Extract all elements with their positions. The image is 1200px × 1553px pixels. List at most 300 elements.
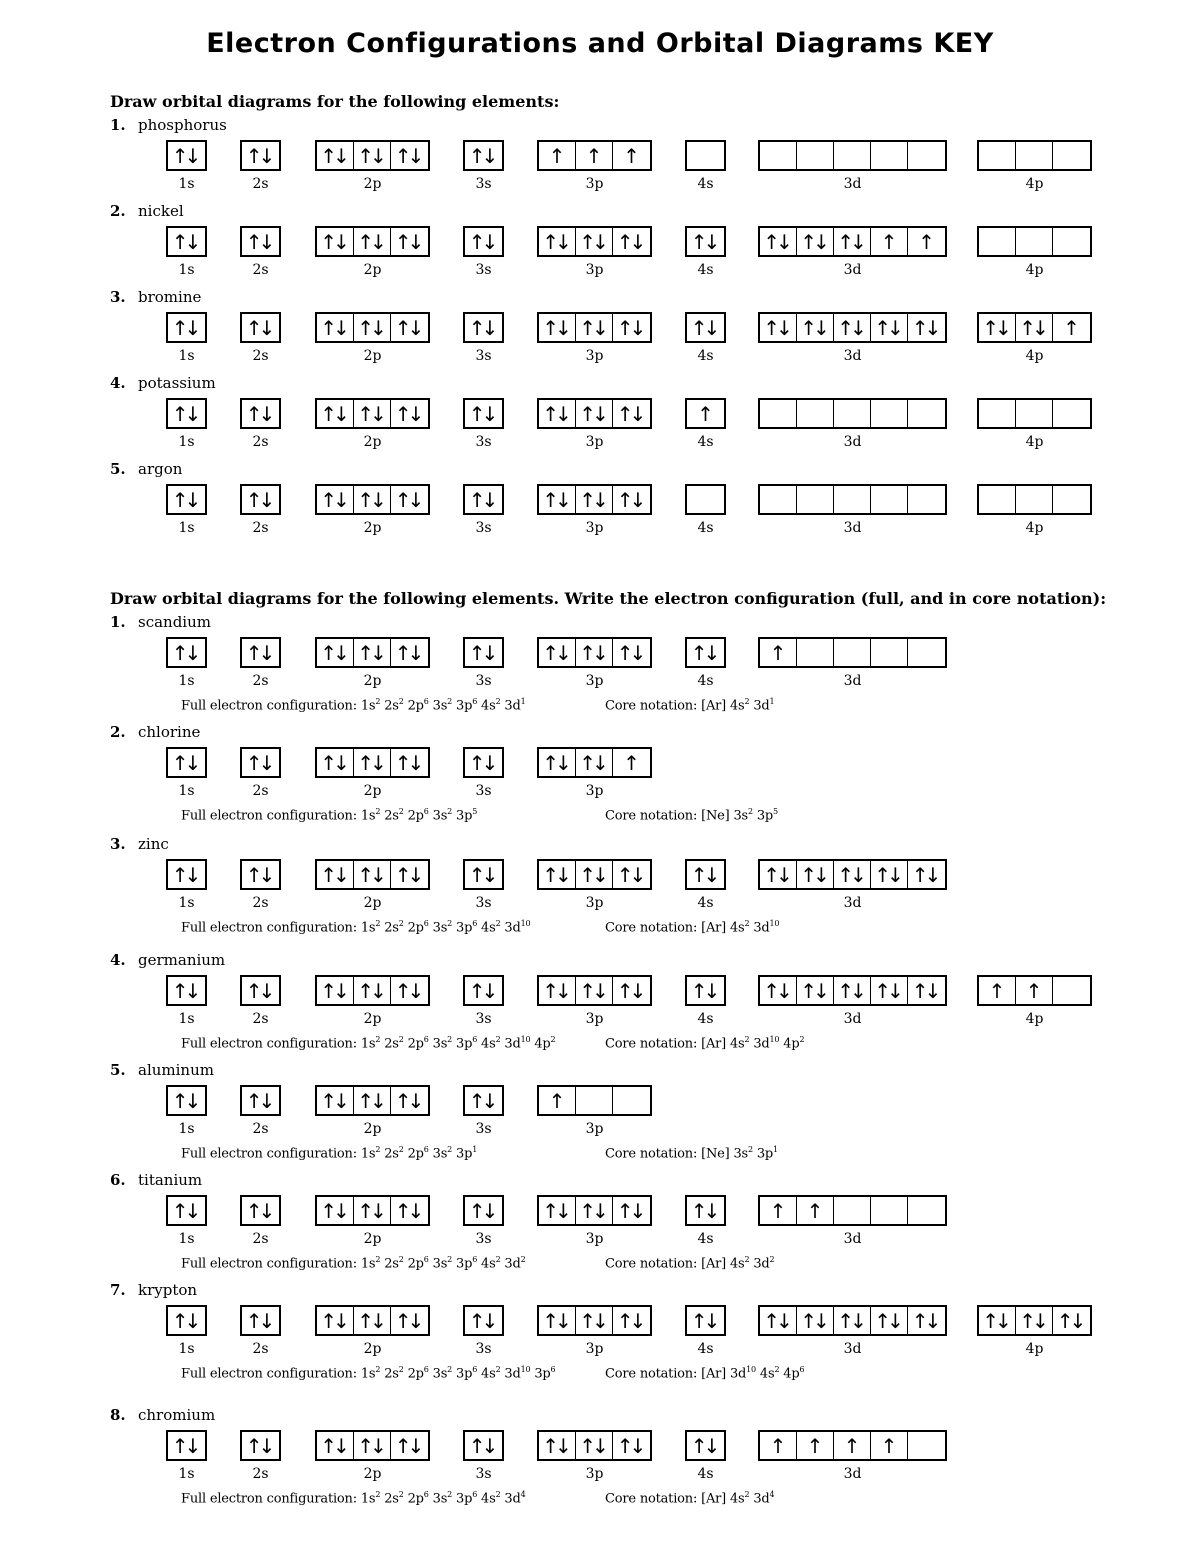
orbital-box-2p	[315, 1305, 430, 1336]
orbital-cell[interactable]: ↑↓	[394, 401, 421, 426]
orbital-cell[interactable]: ↑↓	[576, 228, 613, 255]
orbital-cell[interactable]: ↑↓	[317, 400, 354, 427]
orbital-cell[interactable]: ↑↓	[245, 401, 272, 426]
orbital-cell[interactable]: ↑↓	[979, 314, 1016, 341]
orbital-cell[interactable]: ↑↓	[834, 977, 871, 1004]
full-config-label: Full electron configuration:	[181, 920, 361, 936]
orbital-cell[interactable]: ↑↓	[576, 861, 613, 888]
orbital-cell[interactable]	[1016, 486, 1053, 513]
full-config-label: Full electron configuration:	[181, 1256, 361, 1272]
orbital-cell[interactable]: ↑	[697, 401, 714, 426]
config-term: 3d	[504, 1491, 521, 1507]
orbital-cell[interactable]: ↑↓	[468, 1088, 495, 1113]
orbital-cell[interactable]: ↑↓	[468, 978, 495, 1003]
orbital-box-3d	[758, 140, 947, 171]
orbital-cell[interactable]: ↑↓	[576, 1197, 613, 1224]
config-exponent: 1	[773, 1145, 778, 1154]
config-exponent: 2	[744, 1255, 750, 1264]
orbital-box-3d	[758, 1430, 947, 1461]
orbital-cell[interactable]	[834, 400, 871, 427]
orbital-cell[interactable]: ↑↓	[245, 640, 272, 665]
orbital-cell[interactable]	[979, 486, 1016, 513]
orbital-cell[interactable]: ↑↓	[576, 486, 613, 513]
orbital-cell[interactable]: ↑↓	[468, 1198, 495, 1223]
orbital-cell[interactable]: ↑↓	[760, 314, 797, 341]
orbital-cell[interactable]: ↑↓	[911, 315, 938, 340]
config-exponent: 2	[447, 1365, 453, 1374]
orbital-cell[interactable]: ↑↓	[468, 229, 495, 254]
orbital-cell[interactable]: ↑↓	[468, 401, 495, 426]
orbital-cell[interactable]: ↑↓	[468, 640, 495, 665]
config-term: 2p	[407, 1036, 424, 1052]
orbital-cell[interactable]: ↑↓	[317, 142, 354, 169]
orbital-cell[interactable]: ↑↓	[394, 1308, 421, 1333]
orbital-label: 2p	[363, 1466, 382, 1482]
orbital-box-3p	[537, 637, 652, 668]
config-term: 3p	[756, 1146, 774, 1162]
orbital-cell[interactable]: ↑↓	[394, 229, 421, 254]
orbital-cell[interactable]: ↑↓	[690, 1198, 717, 1223]
orbital-cell[interactable]	[979, 228, 1016, 255]
orbital-cell[interactable]: ↑↓	[317, 1432, 354, 1459]
config-term: 3d	[753, 1256, 770, 1272]
orbital-box-3d	[758, 1195, 947, 1226]
element-name: scandium	[138, 613, 211, 631]
orbital-cell[interactable]: ↑↓	[245, 1198, 272, 1223]
orbital-cell[interactable]: ↑↓	[171, 978, 198, 1003]
orbital-cell[interactable]: ↑↓	[245, 862, 272, 887]
orbital-label: 3p	[585, 434, 604, 450]
orbital-cell[interactable]: ↑↓	[171, 401, 198, 426]
orbital-cell[interactable]: ↑↓	[171, 315, 198, 340]
orbital-cell[interactable]: ↑↓	[354, 861, 391, 888]
orbital-cell[interactable]	[797, 486, 834, 513]
config-exponent: 10	[520, 1035, 531, 1044]
orbital-cell[interactable]: ↑↓	[468, 1308, 495, 1333]
config-term: 2s	[384, 698, 399, 714]
orbital-label: 3d	[843, 520, 862, 536]
orbital-cell[interactable]: ↑↓	[317, 486, 354, 513]
orbital-cell[interactable]: ↑↓	[871, 861, 908, 888]
orbital-cell[interactable]: ↑↓	[539, 1307, 576, 1334]
element-name: krypton	[138, 1281, 198, 1299]
orbital-cell[interactable]: ↑	[1063, 315, 1080, 340]
orbital-cell[interactable]: ↑↓	[871, 1307, 908, 1334]
orbital-cell[interactable]: ↑↓	[616, 1433, 643, 1458]
orbital-cell[interactable]	[1053, 400, 1090, 427]
config-term: 1s	[360, 1256, 376, 1272]
orbital-cell[interactable]: ↑↓	[245, 1088, 272, 1113]
orbital-cell[interactable]: ↑↓	[576, 314, 613, 341]
orbital-cell[interactable]	[908, 486, 945, 513]
orbital-cell[interactable]: ↑↓	[797, 861, 834, 888]
config-exponent: 2	[744, 1035, 750, 1044]
orbital-cell[interactable]: ↑↓	[394, 750, 421, 775]
orbital-cell[interactable]	[1016, 142, 1053, 169]
orbital-cell[interactable]: ↑↓	[690, 640, 717, 665]
orbital-cell[interactable]: ↑↓	[1016, 1307, 1053, 1334]
orbital-cell[interactable]: ↑↓	[616, 229, 643, 254]
config-term: 4s	[481, 1366, 496, 1382]
orbital-cell[interactable]: ↑↓	[539, 1197, 576, 1224]
orbital-cell[interactable]: ↑↓	[468, 315, 495, 340]
orbital-cell[interactable]: ↑↓	[871, 314, 908, 341]
config-term: 2p	[407, 808, 424, 824]
config-exponent: 2	[398, 919, 404, 928]
orbital-cell[interactable]: ↑↓	[690, 1308, 717, 1333]
orbital-label: 1s	[178, 895, 195, 911]
config-exponent: 2	[375, 697, 381, 706]
orbital-cell[interactable]: ↑↓	[911, 1308, 938, 1333]
orbital-cell[interactable]: ↑↓	[394, 978, 421, 1003]
orbital-cell[interactable]: ↑↓	[394, 1433, 421, 1458]
orbital-label: 3p	[585, 262, 604, 278]
core-config	[605, 1490, 774, 1506]
orbital-box-3p	[537, 747, 652, 778]
full-config	[181, 1035, 555, 1051]
orbital-label: 3d	[843, 348, 862, 364]
orbital-cell[interactable]	[908, 142, 945, 169]
orbital-cell[interactable]: ↑↓	[797, 228, 834, 255]
orbital-cell[interactable]: ↑↓	[979, 1307, 1016, 1334]
orbital-cell[interactable]: ↑↓	[576, 749, 613, 776]
config-exponent: 2	[799, 1035, 805, 1044]
config-exponent: 2	[398, 1035, 404, 1044]
orbital-cell[interactable]: ↑↓	[171, 143, 198, 168]
orbital-cell[interactable]: ↑↓	[690, 229, 717, 254]
orbital-cell[interactable]: ↑↓	[576, 1307, 613, 1334]
orbital-cell[interactable]: ↑	[539, 142, 576, 169]
config-exponent: 2	[495, 1035, 501, 1044]
orbital-cell[interactable]: ↑↓	[616, 315, 643, 340]
orbital-cell[interactable]	[760, 400, 797, 427]
orbital-cell[interactable]: ↑↓	[317, 228, 354, 255]
orbital-cell[interactable]: ↑↓	[245, 750, 272, 775]
orbital-cell[interactable]	[687, 486, 724, 513]
orbital-cell[interactable]: ↑↓	[171, 750, 198, 775]
orbital-cell[interactable]: ↑↓	[354, 749, 391, 776]
orbital-label: 2s	[252, 520, 269, 536]
orbital-box-1s	[166, 975, 207, 1006]
orbital-cell[interactable]: ↑↓	[317, 314, 354, 341]
orbital-cell[interactable]	[908, 1197, 945, 1224]
orbital-cell[interactable]: ↑↓	[468, 143, 495, 168]
orbital-cell[interactable]	[871, 142, 908, 169]
orbital-cell[interactable]: ↑	[576, 142, 613, 169]
orbital-cell[interactable]: ↑↓	[354, 228, 391, 255]
orbital-cell[interactable]	[576, 1087, 613, 1114]
orbital-label: 2s	[252, 262, 269, 278]
orbital-cell[interactable]: ↑↓	[354, 1432, 391, 1459]
core-config	[605, 1255, 774, 1271]
orbital-cell[interactable]: ↑↓	[171, 229, 198, 254]
orbital-cell[interactable]: ↑	[623, 750, 640, 775]
orbital-cell[interactable]: ↑↓	[245, 229, 272, 254]
orbital-box-2s	[240, 312, 281, 343]
orbital-cell[interactable]	[797, 400, 834, 427]
orbital-cell[interactable]: ↑↓	[394, 143, 421, 168]
core-config-label: Core notation:	[605, 808, 702, 824]
config-exponent: 10	[520, 1365, 531, 1374]
orbital-box-2s	[240, 398, 281, 429]
orbital-cell[interactable]: ↑↓	[616, 1198, 643, 1223]
orbital-cell[interactable]	[1053, 142, 1090, 169]
orbital-cell[interactable]: ↑↓	[245, 1433, 272, 1458]
orbital-cell[interactable]: ↑↓	[539, 639, 576, 666]
orbital-cell[interactable]: ↑↓	[616, 978, 643, 1003]
orbital-cell[interactable]: ↑↓	[354, 400, 391, 427]
config-exponent: 2	[495, 1490, 501, 1499]
orbital-cell[interactable]: ↑↓	[394, 862, 421, 887]
orbital-cell[interactable]	[1053, 977, 1090, 1004]
orbital-cell[interactable]	[797, 639, 834, 666]
orbital-cell[interactable]: ↑	[760, 639, 797, 666]
orbital-cell[interactable]: ↑↓	[1056, 1308, 1083, 1333]
orbital-label: 3s	[475, 176, 492, 192]
orbital-label: 4s	[697, 348, 714, 364]
config-term: 3p	[456, 1036, 473, 1052]
orbital-cell[interactable]: ↑↓	[317, 749, 354, 776]
orbital-cell[interactable]: ↑↓	[317, 1307, 354, 1334]
item-number: 3.	[110, 835, 126, 853]
orbital-cell[interactable]: ↑↓	[354, 1307, 391, 1334]
orbital-cell[interactable]: ↑↓	[245, 143, 272, 168]
orbital-cell[interactable]: ↑↓	[760, 861, 797, 888]
config-term: [Ar] 3d	[701, 1366, 747, 1382]
config-exponent: 10	[520, 919, 531, 928]
orbital-cell[interactable]: ↑↓	[468, 487, 495, 512]
orbital-label: 1s	[178, 783, 195, 799]
core-config-label: Core notation:	[605, 1491, 702, 1507]
orbital-cell[interactable]: ↑↓	[616, 401, 643, 426]
orbital-cell[interactable]: ↑↓	[245, 1308, 272, 1333]
orbital-box-3d	[758, 637, 947, 668]
orbital-cell[interactable]: ↑↓	[317, 977, 354, 1004]
config-exponent: 4	[520, 1490, 526, 1499]
orbital-cell[interactable]: ↑	[871, 228, 908, 255]
orbital-cell[interactable]: ↑↓	[317, 1087, 354, 1114]
config-term: 2s	[384, 1036, 399, 1052]
orbital-label: 4p	[1025, 348, 1044, 364]
orbital-cell[interactable]: ↑↓	[616, 487, 643, 512]
orbital-cell[interactable]: ↑↓	[834, 314, 871, 341]
orbital-box-4s	[685, 226, 726, 257]
element-name: chromium	[138, 1406, 216, 1424]
orbital-cell[interactable]: ↑↓	[317, 1197, 354, 1224]
orbital-cell[interactable]	[871, 486, 908, 513]
orbital-cell[interactable]: ↑↓	[834, 228, 871, 255]
orbital-cell[interactable]: ↑↓	[468, 750, 495, 775]
orbital-cell[interactable]: ↑↓	[171, 1308, 198, 1333]
orbital-label: 3s	[475, 1466, 492, 1482]
config-term: 2p	[407, 1146, 424, 1162]
orbital-cell[interactable]: ↑↓	[690, 315, 717, 340]
orbital-cell[interactable]	[834, 1197, 871, 1224]
orbital-cell[interactable]: ↑↓	[468, 1433, 495, 1458]
config-exponent: 2	[398, 697, 404, 706]
orbital-cell[interactable]: ↑↓	[539, 314, 576, 341]
orbital-cell[interactable]	[871, 1197, 908, 1224]
orbital-cell[interactable]: ↑↓	[171, 862, 198, 887]
orbital-cell[interactable]: ↑↓	[539, 400, 576, 427]
orbital-cell[interactable]: ↑↓	[1016, 314, 1053, 341]
orbital-cell[interactable]	[1053, 228, 1090, 255]
orbital-cell[interactable]: ↑↓	[834, 1307, 871, 1334]
orbital-cell[interactable]: ↑↓	[539, 977, 576, 1004]
orbital-cell[interactable]: ↑↓	[911, 978, 938, 1003]
orbital-cell[interactable]	[613, 1087, 650, 1114]
orbital-cell[interactable]: ↑↓	[245, 487, 272, 512]
orbital-box-2s	[240, 637, 281, 668]
orbital-cell[interactable]: ↑↓	[690, 1433, 717, 1458]
orbital-cell[interactable]: ↑↓	[760, 228, 797, 255]
item-number: 3.	[110, 288, 126, 306]
orbital-cell[interactable]	[834, 639, 871, 666]
orbital-cell[interactable]	[760, 142, 797, 169]
orbital-cell[interactable]: ↑↓	[576, 1432, 613, 1459]
orbital-label: 1s	[178, 348, 195, 364]
orbital-cell[interactable]: ↑↓	[468, 862, 495, 887]
orbital-label: 4s	[697, 895, 714, 911]
orbital-box-3s	[463, 747, 504, 778]
orbital-box-1s	[166, 398, 207, 429]
orbital-cell[interactable]: ↑↓	[797, 314, 834, 341]
orbital-cell[interactable]	[871, 400, 908, 427]
orbital-cell[interactable]: ↑	[834, 1432, 871, 1459]
orbital-cell[interactable]: ↑↓	[171, 1198, 198, 1223]
orbital-cell[interactable]: ↑↓	[576, 400, 613, 427]
config-term: 1s	[360, 698, 376, 714]
orbital-cell[interactable]: ↑↓	[171, 640, 198, 665]
orbital-label: 3p	[585, 895, 604, 911]
config-term: 2p	[407, 1491, 424, 1507]
orbital-cell[interactable]: ↑↓	[394, 487, 421, 512]
orbital-cell[interactable]: ↑↓	[871, 977, 908, 1004]
orbital-cell[interactable]	[1016, 228, 1053, 255]
orbital-label: 2p	[363, 262, 382, 278]
orbital-box-1s	[166, 312, 207, 343]
orbital-cell[interactable]: ↑↓	[911, 862, 938, 887]
orbital-cell[interactable]: ↑	[539, 1087, 576, 1114]
orbital-cell[interactable]: ↑↓	[354, 486, 391, 513]
orbital-label: 2s	[252, 1231, 269, 1247]
orbital-cell[interactable]	[834, 142, 871, 169]
orbital-cell[interactable]: ↑↓	[394, 1088, 421, 1113]
orbital-cell[interactable]: ↑↓	[539, 1432, 576, 1459]
orbital-cell[interactable]: ↑	[760, 1197, 797, 1224]
orbital-cell[interactable]	[760, 486, 797, 513]
orbital-cell[interactable]: ↑	[918, 229, 935, 254]
element-name: bromine	[138, 288, 202, 306]
config-term: 1s	[360, 1036, 376, 1052]
orbital-box-2s	[240, 484, 281, 515]
orbital-cell[interactable]	[797, 142, 834, 169]
orbital-cell[interactable]: ↑↓	[616, 1308, 643, 1333]
orbital-cell[interactable]	[908, 400, 945, 427]
orbital-cell[interactable]: ↑↓	[317, 639, 354, 666]
config-term: 3d	[504, 1036, 521, 1052]
config-exponent: 6	[799, 1365, 805, 1374]
config-term: 4p	[534, 1036, 551, 1052]
orbital-cell[interactable]: ↑↓	[245, 978, 272, 1003]
orbital-cell[interactable]: ↑↓	[354, 314, 391, 341]
orbital-cell[interactable]: ↑↓	[171, 487, 198, 512]
orbital-cell[interactable]: ↑↓	[539, 749, 576, 776]
orbital-cell[interactable]: ↑↓	[394, 1198, 421, 1223]
orbital-cell[interactable]	[687, 142, 724, 169]
orbital-cell[interactable]	[908, 1432, 945, 1459]
orbital-cell[interactable]: ↑↓	[616, 862, 643, 887]
orbital-cell[interactable]: ↑↓	[539, 228, 576, 255]
orbital-cell[interactable]: ↑↓	[539, 486, 576, 513]
orbital-cell[interactable]: ↑	[623, 143, 640, 168]
orbital-box-4s	[685, 1430, 726, 1461]
orbital-cell[interactable]: ↑	[871, 1432, 908, 1459]
orbital-cell[interactable]: ↑↓	[354, 639, 391, 666]
orbital-cell[interactable]	[908, 639, 945, 666]
orbital-box-2p	[315, 1195, 430, 1226]
orbital-cell[interactable]: ↑↓	[171, 1433, 198, 1458]
full-config	[181, 919, 530, 935]
orbital-cell[interactable]: ↑↓	[576, 977, 613, 1004]
orbital-cell[interactable]: ↑↓	[797, 1307, 834, 1334]
orbital-cell[interactable]	[979, 400, 1016, 427]
config-term: [Ar] 4s	[701, 1491, 745, 1507]
orbital-cell[interactable]: ↑↓	[760, 977, 797, 1004]
orbital-box-3s	[463, 312, 504, 343]
core-config	[605, 1145, 778, 1161]
orbital-cell[interactable]: ↑↓	[834, 861, 871, 888]
orbital-cell[interactable]	[979, 142, 1016, 169]
orbital-cell[interactable]	[871, 639, 908, 666]
orbital-box-4s	[685, 637, 726, 668]
orbital-cell[interactable]: ↑↓	[354, 1197, 391, 1224]
orbital-cell[interactable]: ↑↓	[576, 639, 613, 666]
orbital-cell[interactable]: ↑	[760, 1432, 797, 1459]
orbital-cell[interactable]	[834, 486, 871, 513]
orbital-label: 2s	[252, 783, 269, 799]
orbital-cell[interactable]: ↑	[1016, 977, 1053, 1004]
orbital-cell[interactable]	[1053, 486, 1090, 513]
orbital-cell[interactable]: ↑↓	[760, 1307, 797, 1334]
orbital-cell[interactable]: ↑↓	[354, 142, 391, 169]
orbital-label: 2p	[363, 1231, 382, 1247]
orbital-box-2p	[315, 1085, 430, 1116]
orbital-cell[interactable]: ↑↓	[171, 1088, 198, 1113]
orbital-cell[interactable]: ↑↓	[539, 861, 576, 888]
orbital-label: 3s	[475, 1341, 492, 1357]
orbital-cell[interactable]: ↑	[797, 1197, 834, 1224]
orbital-cell[interactable]: ↑↓	[394, 640, 421, 665]
orbital-cell[interactable]: ↑↓	[797, 977, 834, 1004]
orbital-cell[interactable]	[1016, 400, 1053, 427]
orbital-box-2p	[315, 484, 430, 515]
orbital-cell[interactable]: ↑↓	[690, 978, 717, 1003]
orbital-cell[interactable]: ↑↓	[616, 640, 643, 665]
orbital-cell[interactable]: ↑	[979, 977, 1016, 1004]
orbital-cell[interactable]: ↑↓	[690, 862, 717, 887]
orbital-cell[interactable]: ↑↓	[245, 315, 272, 340]
config-term: 3s	[432, 808, 448, 824]
orbital-cell[interactable]: ↑↓	[317, 861, 354, 888]
orbital-cell[interactable]: ↑↓	[354, 1087, 391, 1114]
orbital-cell[interactable]: ↑	[797, 1432, 834, 1459]
orbital-cell[interactable]: ↑↓	[394, 315, 421, 340]
orbital-box-2p	[315, 975, 430, 1006]
orbital-cell[interactable]: ↑↓	[354, 977, 391, 1004]
orbital-box-2s	[240, 975, 281, 1006]
config-exponent: 2	[774, 1365, 780, 1374]
